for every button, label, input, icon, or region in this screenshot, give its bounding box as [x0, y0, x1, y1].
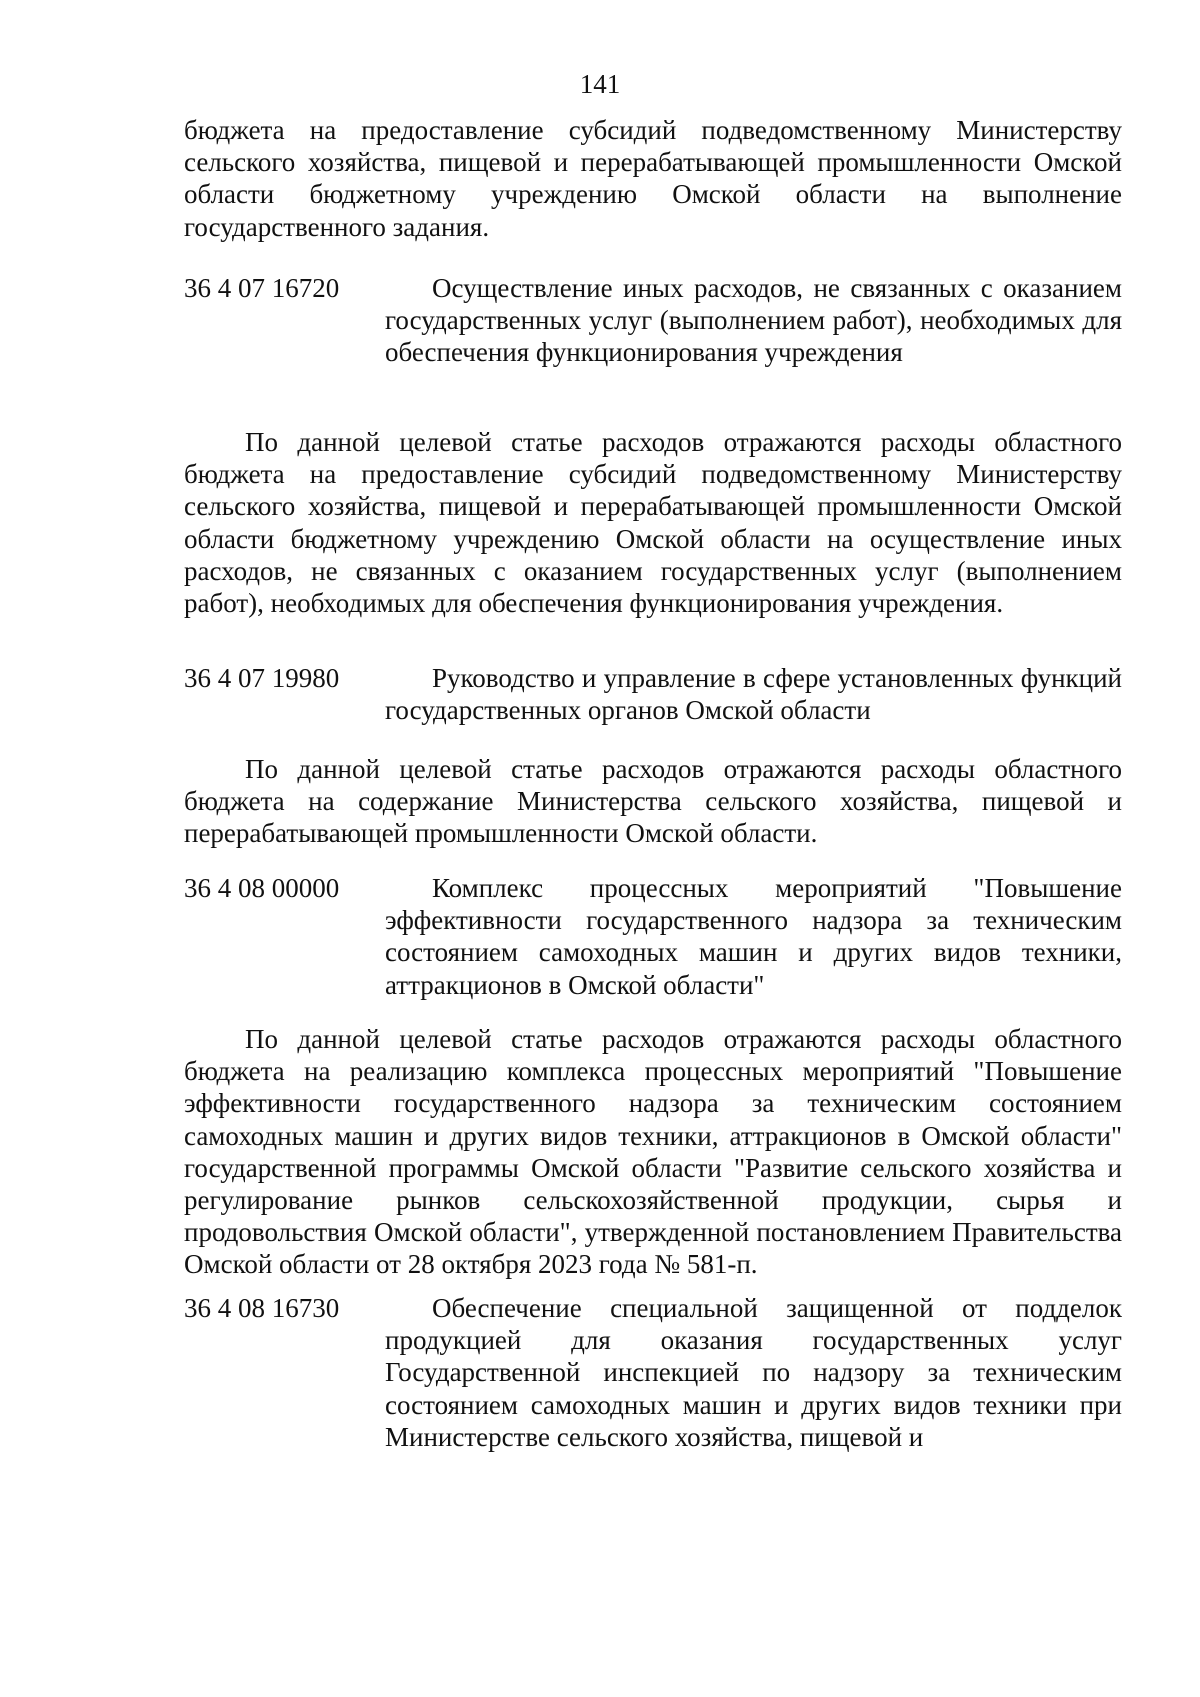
intro-paragraph: бюджета на предоставление субсидий подведомственному Министерству сельского хозяйства, пищевой и перерабатывающей промышленности Омской области бюджетному учреждению Омской области на выполнение государственного задания.: [184, 115, 1122, 242]
entry-title: Обеспечение специальной защищенной от подделок продукцией для оказания государственных услуг Государственной инспекцией по надзору за техническим состоянием самоходных машин и других видов техники при Министерстве сельского хозяйства, пищевой и: [385, 1293, 1122, 1452]
entry-title: Руководство и управление в сфере установленных функций государственных органов Омской области: [385, 663, 1122, 726]
entry-code: 36 4 08 00000: [184, 873, 340, 903]
entry-code: 36 4 08 16730: [184, 1293, 340, 1323]
entry-title: Комплекс процессных мероприятий "Повышение эффективности государственного надзора за техническим состоянием самоходных машин и других видов техники, аттракционов в Омской области": [385, 873, 1122, 1000]
page-number: 141: [579, 69, 621, 99]
entry-code: 36 4 07 19980: [184, 663, 340, 693]
entry-description: По данной целевой статье расходов отражаются расходы областного бюджета на реализацию комплекса процессных мероприятий "Повышение эффективности государственного надзора за техническим состоянием самоходных машин и других видов техники, аттракционов в Омской области" государственной программы Омской области "Развитие сельского хозяйства и регулирование рынков сельскохозяйственной продукции, сырья и продовольствия Омской области", утвержденной постановлением Правительства Омской области от 28 октября 2023 года № 581-п.: [184, 1024, 1122, 1280]
entry-title: Осуществление иных расходов, не связанных с оказанием государственных услуг (выполнением работ), необходимых для обеспечения функционирования учреждения: [385, 273, 1122, 368]
entry-description: По данной целевой статье расходов отражаются расходы областного бюджета на предоставление субсидий подведомственному Министерству сельского хозяйства, пищевой и перерабатывающей промышленности Омской области бюджетному учреждению Омской области на осуществление иных расходов, не связанных с оказанием государственных услуг (выполнением работ), необходимых для обеспечения функционирования учреждения.: [184, 427, 1122, 619]
entry-description: По данной целевой статье расходов отражаются расходы областного бюджета на содержание Министерства сельского хозяйства, пищевой и перерабатывающей промышленности Омской области.: [184, 754, 1122, 849]
entry-code: 36 4 07 16720: [184, 273, 340, 303]
